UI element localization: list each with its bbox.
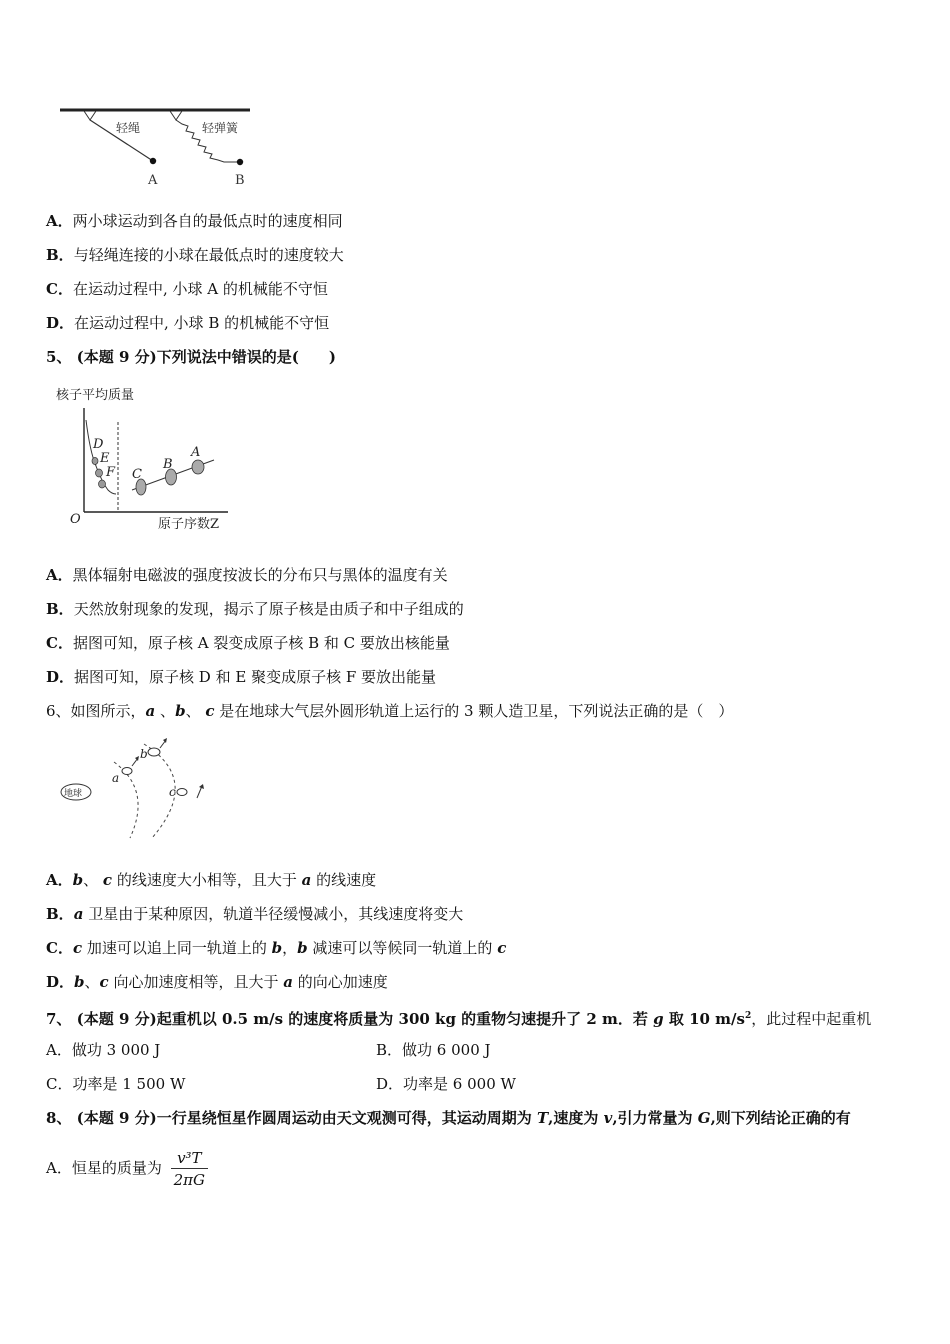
point-a-label: A (191, 445, 201, 460)
ball-b-label: B (235, 173, 245, 188)
rope-spring-figure (58, 104, 258, 190)
point-e-label: E (100, 451, 110, 466)
q5-stem: 5、 (本题 9 分)下列说法中错误的是( ) (46, 348, 336, 366)
q5-option-a: A．黑体辐射电磁波的强度按波长的分布只与黑体的温度有关 (46, 566, 448, 584)
figure-xlabel: 原子序数Z (158, 517, 220, 532)
binding-energy-figure (56, 382, 246, 532)
q4-option-c: C．在运动过程中, 小球 A 的机械能不守恒 (46, 280, 328, 298)
q8-stem: 8、 (本题 9 分)一行星绕恒星作圆周运动由天文观测可得，其运动周期为 T,速度为 v,引力常量为 G,则下列结论正确的有 (46, 1109, 851, 1127)
satellite-a-label: a (112, 771, 120, 785)
point-c-label: C (132, 467, 142, 482)
ball-a-label: A (148, 173, 158, 188)
q4-option-d: D．在运动过程中, 小球 B 的机械能不守恒 (46, 314, 330, 332)
spring-label: 轻弹簧 (202, 121, 239, 135)
q4-option-b: B．与轻绳连接的小球在最低点时的速度较大 (46, 246, 344, 264)
q7-option-a: A．做功 3 000 J (46, 1041, 161, 1059)
q5-option-c: C．据图可知，原子核 A 裂变成原子核 B 和 C 要放出核能量 (46, 634, 450, 652)
figure-origin: O (70, 512, 81, 527)
point-d-label: D (93, 437, 104, 452)
figure-ylabel: 核子平均质量 (56, 388, 135, 403)
q7-option-b: B．做功 6 000 J (376, 1041, 491, 1059)
q6-option-a: A．b、 c 的线速度大小相等，且大于 a 的线速度 (46, 871, 377, 889)
satellite-b-label: b (140, 747, 148, 761)
q5-option-b: B．天然放射现象的发现，揭示了原子核是由质子和中子组成的 (46, 600, 464, 618)
rope-label: 轻绳 (116, 121, 141, 135)
q6-option-b: B．a 卫星由于某种原因，轨道半径缓慢减小，其线速度将变大 (46, 905, 464, 923)
q7-stem: 7、 (本题 9 分)起重机以 0.5 m/s 的速度将质量为 300 kg 的重物匀速提升了 2 m．若 g 取 10 $m/s^2$，此过程中起重机 (46, 1010, 872, 1028)
satellite-c-label: c (169, 785, 176, 799)
earth-label: 地球 (64, 789, 83, 799)
q7-option-c: C．功率是 1 500 W (46, 1075, 186, 1093)
stellar-mass-fraction: $\frac{\text{v³T}}{2\pi G}$ (171, 1148, 208, 1191)
q6-option-c: C．c 加速可以追上同一轨道上的 b，b 减速可以等候同一轨道上的 c (46, 939, 507, 957)
q8-option-a: A．恒星的质量为 $\frac{\text{v³T}}{2\pi G}$ (46, 1146, 208, 1191)
q6-stem: 6、如图所示，a 、b、 c 是在地球大气层外圆形轨道上运行的 3 颗人造卫星，下列说法正确的是（ ） (46, 702, 734, 720)
satellite-orbit-figure (56, 734, 216, 842)
point-f-label: F (106, 465, 116, 480)
q6-option-d: D．b、c 向心加速度相等，且大于 a 的向心加速度 (46, 973, 388, 991)
point-b-label: B (163, 457, 173, 472)
q4-option-a: A．两小球运动到各自的最低点时的速度相同 (46, 212, 343, 230)
q5-option-d: D．据图可知，原子核 D 和 E 聚变成原子核 F 要放出能量 (46, 668, 437, 686)
q7-option-d: D．功率是 6 000 W (376, 1075, 516, 1093)
